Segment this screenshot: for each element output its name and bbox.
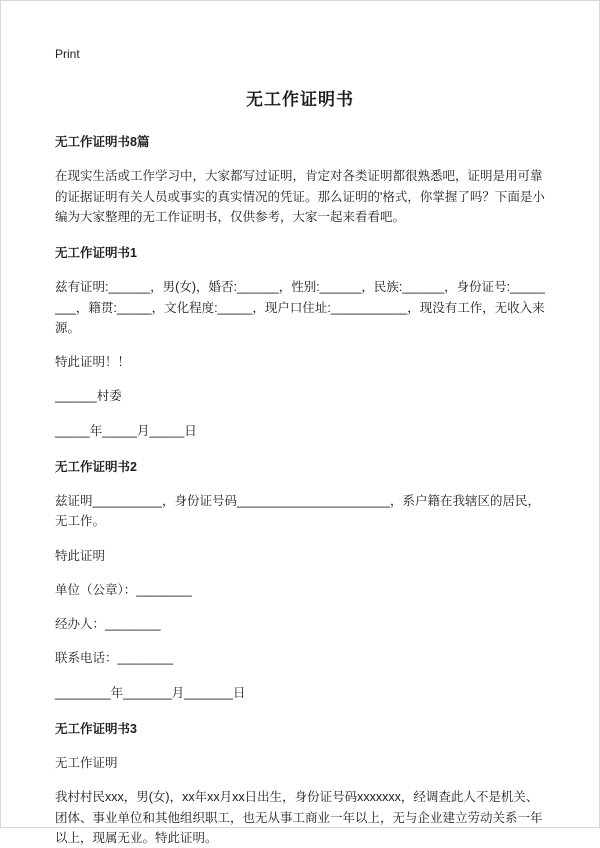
paragraph: 单位（公章）：________ <box>55 582 192 597</box>
paragraph: _____年_____月_____日 <box>55 423 197 438</box>
document-page <box>1 1 599 845</box>
paragraph: 兹证明__________，身份证号码______________________，系户籍在我辖区的居民，无工作。 <box>55 494 540 529</box>
section-heading: 无工作证明书1 <box>55 246 137 260</box>
section-heading: 无工作证明书8篇 <box>55 135 150 149</box>
paragraph: ______村委 <box>55 389 122 404</box>
paragraph: ________年_______月_______日 <box>55 685 246 700</box>
document-body <box>55 132 545 848</box>
section-heading: 无工作证明书3 <box>55 721 137 736</box>
paragraph: 特此证明！！ <box>55 355 131 369</box>
page-title: 无工作证明书 <box>246 90 354 109</box>
paragraph: 特此证明 <box>55 548 106 563</box>
print-link[interactable]: Print <box>55 47 80 61</box>
paragraph: 联系电话：________ <box>55 651 174 666</box>
section-heading: 无工作证明书2 <box>55 459 137 474</box>
paragraph: 经办人：________ <box>55 617 161 631</box>
paragraph: 无工作证明 <box>55 756 118 770</box>
paragraph: 兹有证明:______，男(女)，婚否:______，性别:______，民族:______，身份证号:________，籍贯:_____，文化程度:_____，现户口住址:___________，现没有工作，无收入来源。 <box>55 280 545 335</box>
paragraph: 在现实生活或工作学习中，大家都写过证明，肯定对各类证明都很熟悉吧，证明是用可靠的证据证明有关人员或事实的真实情况的凭证。那么证明的'格式，你掌握了吗？下面是小编为大家整理的无工作证明书，仅供参考，大家一起来看看吧。 <box>55 169 545 224</box>
paragraph: 我村村民xxx，男(女)，xx年xx月xx日出生，身份证号码xxxxxxx，经调查此人不是机关、团体、事业单位和其他组织职工，也无从事工商业一年以上，无与企业建立劳动关系一年以上，现属无业。特此证明。 <box>55 790 543 845</box>
